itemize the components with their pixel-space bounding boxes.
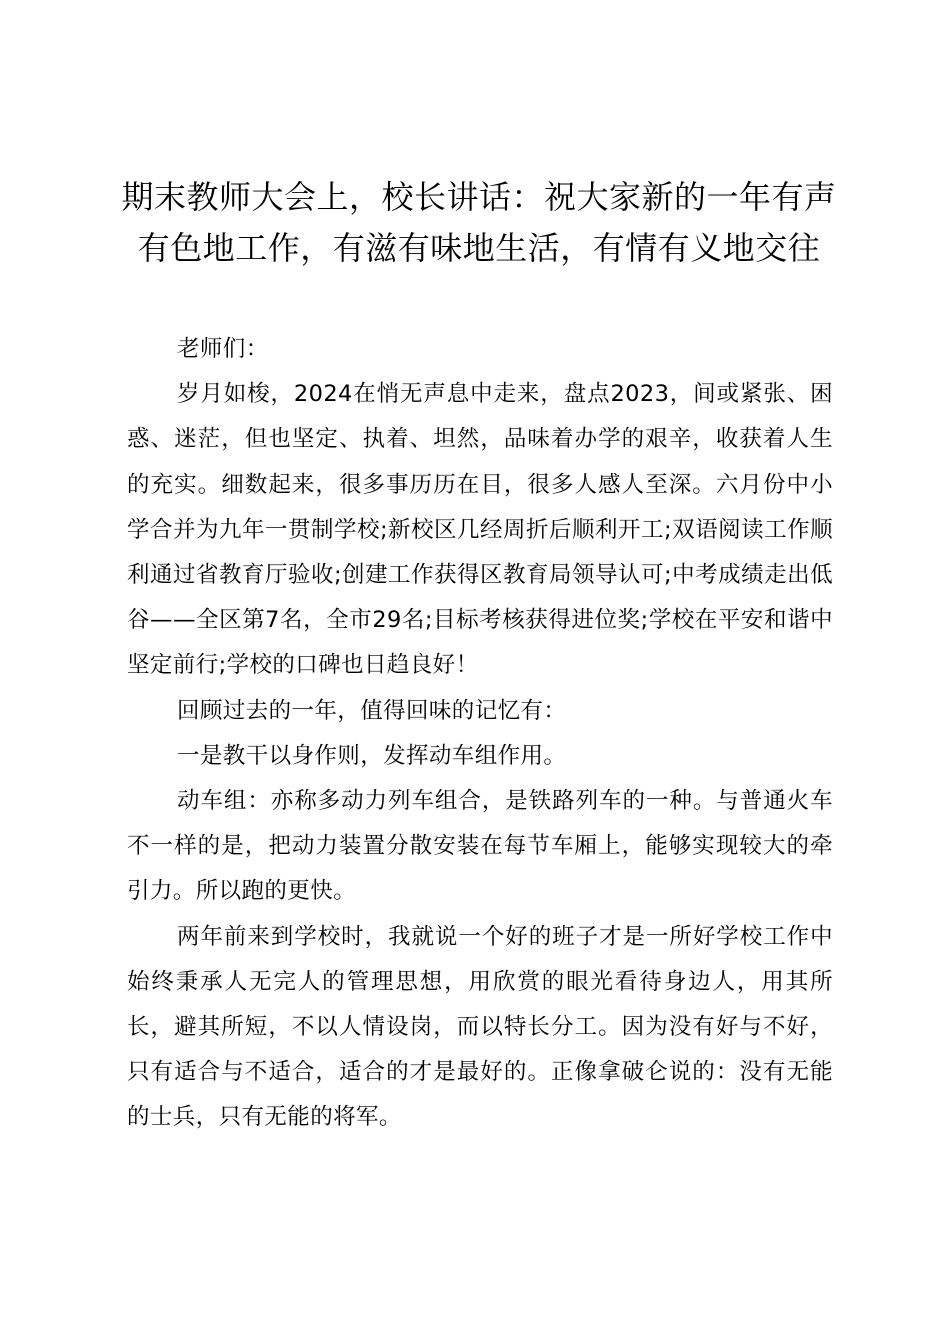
body-paragraph: 回顾过去的一年，值得回味的记忆有： — [177, 697, 567, 724]
body-paragraph: 两年前来到学校时，我就说一个好的班子才是一所好学校工作中始终秉承人无完人的管理思想，用欣赏的眼光看待身边人，用其所长，避其所短，不以人情设岗，而以特长分工。因为没有好与不好，只有适合与不适合，适合的才是最好的。正像拿破仑说的：没有无能的士兵，只有无能的将军。 — [127, 923, 833, 1131]
body-paragraph: 岁月如梭，2024在悄无声息中走来，盘点2023，间或紧张、困惑、迷茫，但也坚定、执着、坦然，品味着办学的艰辛，收获着人生的充实。细数起来，很多事历历在目，很多人感人至深。六月份中小学合并为九年一贯制学校;新校区几经周折后顺利开工;双语阅读工作顺利通过省教育厅验收;创建工作获得区教育局领导认可;中考成绩走出低谷——全区第7名，全市29名;目标考核获得进位奖;学校在平安和谐中坚定前行;学校的口碑也日趋良好！ — [127, 381, 833, 679]
body-paragraph: 动车组：亦称多动力列车组合，是铁路列车的一种。与普通火车不一样的是，把动力装置分散安装在每节车厢上，能够实现较大的牵引力。所以跑的更快。 — [127, 788, 833, 905]
body-paragraph: 一是教干以身作则，发挥动车组作用。 — [177, 742, 567, 769]
document-title: 期末教师大会上，校长讲话：祝大家新的一年有声有色地工作，有滋有味地生活，有情有义地交往 — [121, 178, 837, 267]
document-body — [127, 327, 833, 1141]
greeting-paragraph: 老师们： — [177, 336, 269, 362]
